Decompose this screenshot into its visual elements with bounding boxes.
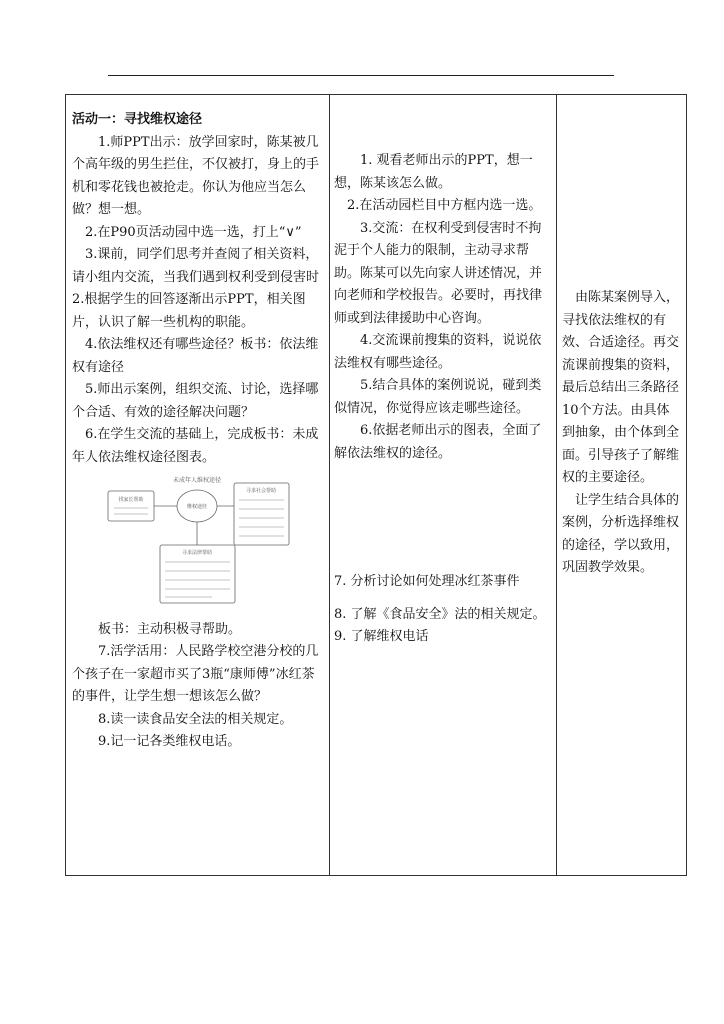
diagram-family-label: 找家长帮助 xyxy=(118,497,144,503)
lesson-plan-table xyxy=(65,94,687,876)
diagram-family-box xyxy=(108,491,154,521)
student-activity-cell xyxy=(330,95,557,876)
student-step-8: 8. 了解《食品安全》法的相关规定。 xyxy=(334,606,546,622)
teacher-step-5: 5.师出示案例，组织交流、讨论，选择哪个合适、有效的途径解决问题？ xyxy=(72,382,319,420)
student-step-1: 1. 观看老师出示的PPT，想一想，陈某该怎么做。 xyxy=(334,153,533,191)
header-rule xyxy=(108,75,614,76)
teacher-step-2: 2.在P90页活动园中选一选，打上“∨” xyxy=(85,224,302,240)
student-step-2: 2.在活动园栏目中方框内选一选。 xyxy=(347,198,542,213)
student-step-9: 9. 了解维权电话 xyxy=(334,629,429,644)
teacher-step-4: 4.依法维权还有哪些途径？板书：依法维权有途径 xyxy=(72,337,319,375)
student-step-7: 7. 分析讨论如何处理冰红茶事件 xyxy=(334,574,520,589)
student-step-5: 5.结合具体的案例说说，碰到类似情况，你觉得应该走哪些途径。 xyxy=(334,378,542,416)
rights-route-diagram xyxy=(102,473,292,608)
teacher-step-7: 7.活学活用：人民路学校空港分校的几个孩子在一家超市买了3瓶“康师傅”冰红茶的事件，让学生想一想该怎么做？ xyxy=(72,644,319,704)
activity-heading: 活动一：寻找维权途径 xyxy=(72,112,203,127)
teacher-step-3: 3.课前，同学们思考并查阅了相关资料，请小组内交流，当我们遇到权利受到侵害时2.根据学生的回答逐渐出示PPT，相关图片，认识了解一些机构的职能。 xyxy=(72,247,320,330)
teacher-step-9: 9.记一记各类维权电话。 xyxy=(98,734,241,749)
board-note: 板书：主动积极寻帮助。 xyxy=(98,621,242,637)
teacher-step-8: 8.读一读食品安全法的相关规定。 xyxy=(98,711,293,727)
student-step-6: 6.依据老师出示的图表，全面了解依法维权的途径。 xyxy=(334,423,542,461)
student-step-4: 4.交流课前搜集的资料，说说依法维权有哪些途径。 xyxy=(334,333,542,371)
student-step-3: 3.交流：在权利受到侵害时不拘泥于个人能力的限制，主动寻求帮助。陈某可以先向家人讲述情况，并向老师和学校报告。必要时，再找律师或到法律援助中心咨询。 xyxy=(334,220,543,326)
diagram-law-label: 寻求法律帮助 xyxy=(181,550,213,556)
design-intent-1: 由陈某案例导入，寻找依法维权的有效、合适途径。再交流课前搜集的资料，最后总结出三条路径10个方法。由具体到抽象，由个体到全面。引导孩子了解维权的主要途径。 xyxy=(562,290,680,485)
diagram-center-label: 维权途径 xyxy=(186,504,208,510)
diagram-society-label: 寻求社会帮助 xyxy=(245,488,277,494)
teacher-step-1: 1.师PPT出示：放学回家时，陈某被几个高年级的男生拦住，不仅被打，身上的手机和零花钱也被抢走。你认为他应当怎么做？想一想。 xyxy=(72,134,320,217)
teacher-activity-cell xyxy=(66,95,330,876)
table-row xyxy=(66,95,687,876)
design-intent-2: 让学生结合具体的案例，分析选择维权的途径，学以致用，巩固教学效果。 xyxy=(562,492,680,575)
teacher-step-6: 6.在学生交流的基础上，完成板书：未成年人依法维权途径图表。 xyxy=(72,427,319,465)
design-intent-cell xyxy=(557,95,687,876)
diagram-title: 未成年人维权途径 xyxy=(172,477,222,484)
